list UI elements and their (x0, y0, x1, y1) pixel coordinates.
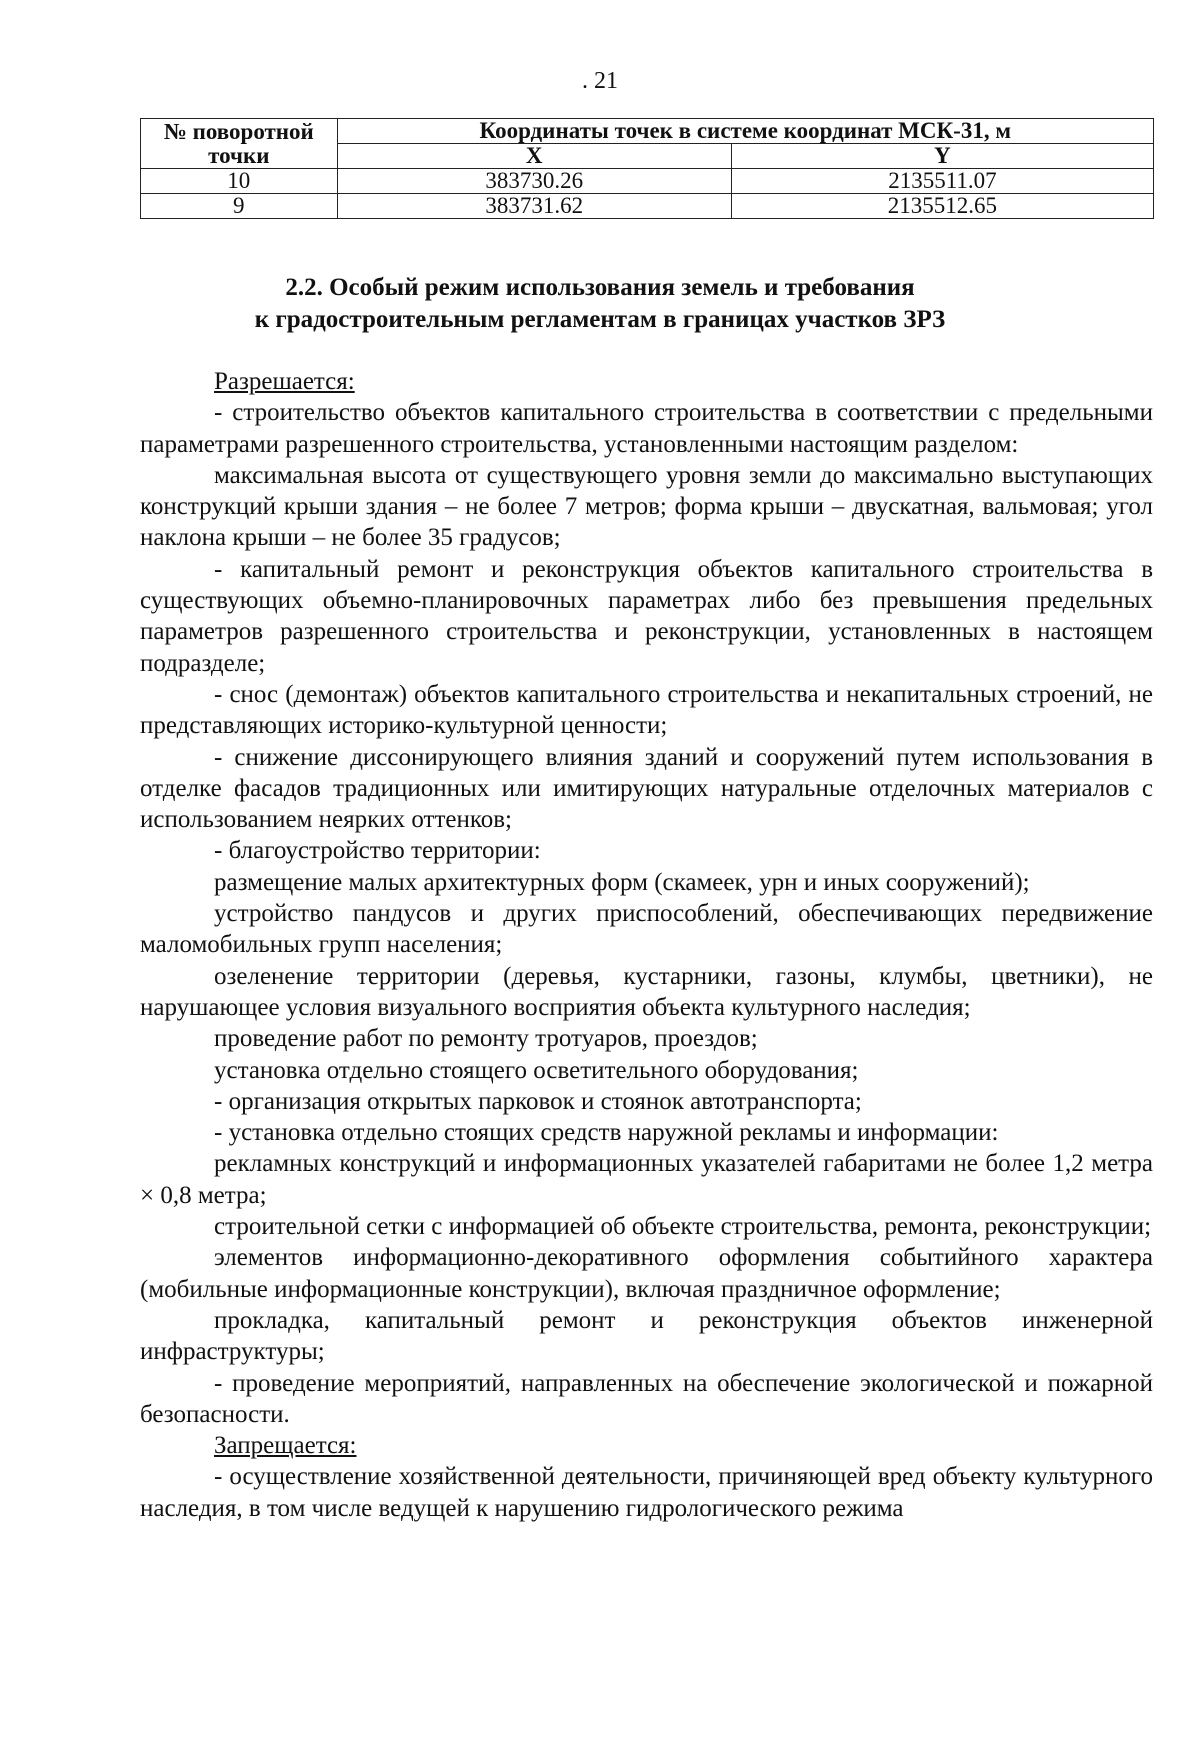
x-cell: 383731.62 (337, 194, 731, 219)
paragraph: максимальная высота от существующего уровня земли до максимально выступающих конструкций крыши здания – не более 7 метров; форма крыши – двускатная, вальмовая; угол наклона крыши – не более 35 градусов; (140, 461, 1153, 552)
point-cell: 9 (141, 194, 338, 219)
coordinates-table (140, 118, 1154, 219)
body-text (140, 366, 1153, 1524)
table-row (141, 194, 1154, 219)
paragraph: - благоустройство территории: (214, 837, 541, 865)
y-cell: 2135512.65 (731, 194, 1153, 219)
paragraph: размещение малых архитектурных форм (скамеек, урн и иных сооружений); (214, 868, 1030, 896)
paragraph: прокладка, капитальный ремонт и реконструкция объектов инженерной инфраструктуры; (140, 1306, 1153, 1366)
paragraph: озеленение территории (деревья, кустарники, газоны, клумбы, цветники), не нарушающее условия визуального восприятия объекта культурного наследия; (140, 962, 1153, 1021)
section-heading-line1: 2.2. Особый режим использования земель и требования (285, 274, 915, 301)
table-row (141, 169, 1154, 194)
header-point-line1: № поворотной (163, 118, 314, 144)
paragraph: - капитальный ремонт и реконструкция объектов капитального строительства в существующих объемно-планировочных параметрах либо без превышения предельных параметров разрешенного строительства и реконструкции, установленных в настоящем подразделе; (140, 555, 1153, 677)
paragraph: строительной сетки с информацией об объекте строительства, ремонта, реконструкции; (214, 1213, 1152, 1241)
paragraph: установка отдельно стоящего осветительного оборудования; (214, 1056, 859, 1084)
paragraph: - проведение мероприятий, направленных на обеспечение экологической и пожарной безопасности. (140, 1369, 1153, 1428)
header-point-cell (141, 119, 338, 169)
paragraph: проведение работ по ремонту тротуаров, проездов; (214, 1025, 758, 1053)
paragraph: - организация открытых парковок и стоянок автотранспорта; (214, 1087, 862, 1115)
paragraph: рекламных конструкций и информационных указателей габаритами не более 1,2 метра × 0,8 метра; (140, 1150, 1153, 1209)
header-x-cell: X (337, 144, 731, 169)
section-label (140, 366, 1153, 397)
header-y-cell: Y (731, 144, 1153, 169)
paragraph: - осуществление хозяйственной деятельности, причиняющей вред объекту культурного наследия, в том числе ведущей к нарушению гидрологического режима (140, 1463, 1153, 1522)
paragraph: - снос (демонтаж) объектов капитального строительства и некапитальных строений, не представляющих историко-культурной ценности; (140, 680, 1153, 740)
header-coords-cell: Координаты точек в системе координат МСК-31, м (337, 119, 1153, 144)
section-label-text: Запрещается: (214, 1432, 357, 1460)
paragraph: - снижение диссонирующего влияния зданий и сооружений путем использования в отделке фасадов традиционных или имитирующих натуральные отделочных материалов с использованием неярких оттенков; (140, 743, 1153, 834)
page-number: . 21 (582, 68, 618, 94)
section-label (140, 1430, 1153, 1461)
paragraph: - установка отдельно стоящих средств наружной рекламы и информации: (214, 1119, 999, 1147)
point-cell: 10 (141, 169, 338, 194)
y-cell: 2135511.07 (731, 169, 1153, 194)
section-heading-line2: к градостроительным регламентам в границах участков ЗРЗ (254, 306, 946, 333)
section-heading (0, 272, 1200, 336)
header-point-line2: точки (208, 142, 270, 168)
paragraph: элементов информационно-декоративного оформления событийного характера (мобильные информационные конструкции), включая праздничное оформление; (140, 1244, 1153, 1303)
paragraph: - строительство объектов капитального строительства в соответствии с предельными параметрами разрешенного строительства, установленными настоящим разделом: (140, 399, 1153, 458)
paragraph: устройство пандусов и других приспособлений, обеспечивающих передвижение маломобильных групп населения; (140, 900, 1153, 959)
x-cell: 383730.26 (337, 169, 731, 194)
table-header-row (141, 119, 1154, 144)
section-label-text: Разрешается: (214, 368, 355, 395)
